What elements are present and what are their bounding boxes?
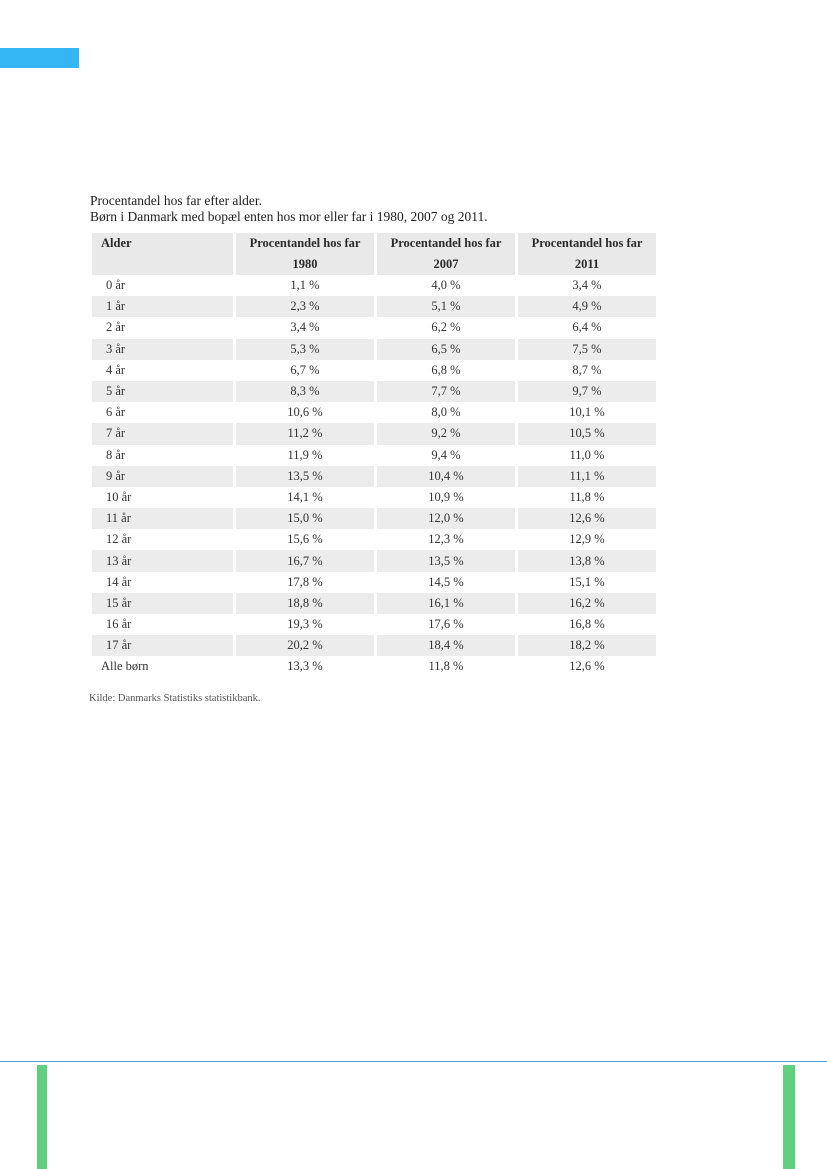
table-row [92,445,656,466]
value-2007-cell: 8,0 % [431,405,461,420]
source-note: Kilde: Danmarks Statistiks statistikbank. [89,693,261,704]
header-label: Procentandel hos far [249,236,361,250]
age-cell: 13 år [92,550,233,571]
custody-percentage-table [89,233,659,678]
value-2007-cell: 6,8 % [431,362,461,377]
age-cell: 15 år [92,593,233,614]
value-2011-cell: 7,5 % [518,339,656,360]
value-2007-cell: 16,1 % [377,593,515,614]
value-2007-cell: 12,3 % [428,532,464,547]
value-1980-cell: 8,3 % [236,381,374,402]
value-1980-cell: 16,7 % [236,550,374,571]
value-2011-cell: 9,7 % [518,381,656,402]
age-cell: 6 år [106,405,126,420]
table-row [92,550,656,571]
value-2007-cell: 18,4 % [377,635,515,656]
header-1980 [236,233,374,275]
value-2011-cell: 11,0 % [569,447,605,462]
table-header-row [92,233,656,275]
table-row [92,423,656,444]
value-1980-cell: 20,2 % [236,635,374,656]
value-2007-cell: 10,4 % [377,466,515,487]
value-2007-cell: 17,6 % [428,617,464,632]
value-2007-cell: 11,8 % [428,659,464,674]
table-row [92,402,656,423]
header-2011 [518,233,656,275]
value-1980-cell: 18,8 % [236,593,374,614]
value-1980-cell: 3,4 % [290,320,320,335]
value-2007-cell: 5,1 % [377,296,515,317]
footer-rule [0,1061,827,1062]
value-2011-cell: 13,8 % [518,550,656,571]
value-1980-cell: 14,1 % [287,489,323,504]
value-2007-cell: 6,2 % [431,320,461,335]
age-cell: 12 år [106,532,132,547]
value-2011-cell: 11,1 % [518,466,656,487]
value-2007-cell: 12,0 % [377,508,515,529]
table-row [92,487,656,508]
value-2007-cell: 7,7 % [377,381,515,402]
value-2011-cell: 15,1 % [569,574,605,589]
table-row [92,635,656,656]
value-2011-cell: 8,7 % [572,362,602,377]
table-body [92,275,656,678]
value-2007-cell: 13,5 % [377,550,515,571]
table-row [92,275,656,296]
header-2007 [377,233,515,275]
value-2007-cell: 14,5 % [428,574,464,589]
table-total-row [92,656,656,677]
age-cell: 5 år [92,381,233,402]
table-row [92,593,656,614]
age-cell: 0 år [106,278,126,293]
top-accent-tab [0,48,79,68]
header-alder [92,233,233,275]
value-1980-cell: 13,3 % [287,659,323,674]
age-cell: 1 år [92,296,233,317]
table-caption [90,193,730,225]
table-row [92,466,656,487]
value-1980-cell: 11,2 % [236,423,374,444]
value-2011-cell: 16,2 % [518,593,656,614]
table-row [92,614,656,635]
header-year: 2011 [574,257,600,271]
age-cell: 14 år [106,574,132,589]
value-2011-cell: 16,8 % [569,617,605,632]
value-2011-cell: 11,8 % [569,489,605,504]
header-label: Alder [101,236,132,250]
value-1980-cell: 1,1 % [290,278,320,293]
age-cell: 2 år [106,320,126,335]
value-2011-cell: 12,9 % [569,532,605,547]
value-2007-cell: 10,9 % [428,489,464,504]
caption-title: Procentandel hos far efter alder. [90,193,263,208]
value-2011-cell: 10,1 % [569,405,605,420]
value-1980-cell: 19,3 % [287,617,323,632]
value-2007-cell: 9,2 % [377,423,515,444]
table-row [92,317,656,338]
age-cell: 11 år [92,508,233,529]
value-1980-cell: 2,3 % [236,296,374,317]
age-cell: 16 år [106,617,132,632]
value-2011-cell: 12,6 % [569,659,605,674]
age-cell: 4 år [106,362,126,377]
value-2011-cell: 10,5 % [518,423,656,444]
value-1980-cell: 5,3 % [236,339,374,360]
value-1980-cell: 11,9 % [287,447,323,462]
value-1980-cell: 10,6 % [287,405,323,420]
age-cell: 3 år [92,339,233,360]
value-2007-cell: 9,4 % [431,447,461,462]
age-cell: 17 år [92,635,233,656]
table-row [92,508,656,529]
age-cell: 7 år [92,423,233,444]
value-2007-cell: 6,5 % [377,339,515,360]
value-1980-cell: 15,6 % [287,532,323,547]
header-label: Procentandel hos far [531,236,643,250]
header-year: 1980 [292,257,318,271]
age-cell: 8 år [106,447,126,462]
value-2011-cell: 4,9 % [518,296,656,317]
value-1980-cell: 17,8 % [287,574,323,589]
table-row [92,529,656,550]
value-2011-cell: 12,6 % [518,508,656,529]
value-2011-cell: 18,2 % [518,635,656,656]
header-label: Procentandel hos far [390,236,502,250]
value-2007-cell: 4,0 % [431,278,461,293]
value-2011-cell: 3,4 % [572,278,602,293]
value-1980-cell: 15,0 % [236,508,374,529]
header-year: 2007 [433,257,459,271]
table-row [92,296,656,317]
table-row [92,572,656,593]
age-cell: 10 år [106,489,132,504]
caption-subtitle: Børn i Danmark med bopæl enten hos mor eller far i 1980, 2007 og 2011. [90,209,488,224]
footer-bar-left [37,1065,47,1169]
value-1980-cell: 6,7 % [290,362,320,377]
table-row [92,339,656,360]
value-1980-cell: 13,5 % [236,466,374,487]
table-row [92,360,656,381]
age-cell: Alle børn [101,659,149,674]
age-cell: 9 år [92,466,233,487]
table-row [92,381,656,402]
footer-bar-right [783,1065,795,1169]
value-2011-cell: 6,4 % [572,320,602,335]
